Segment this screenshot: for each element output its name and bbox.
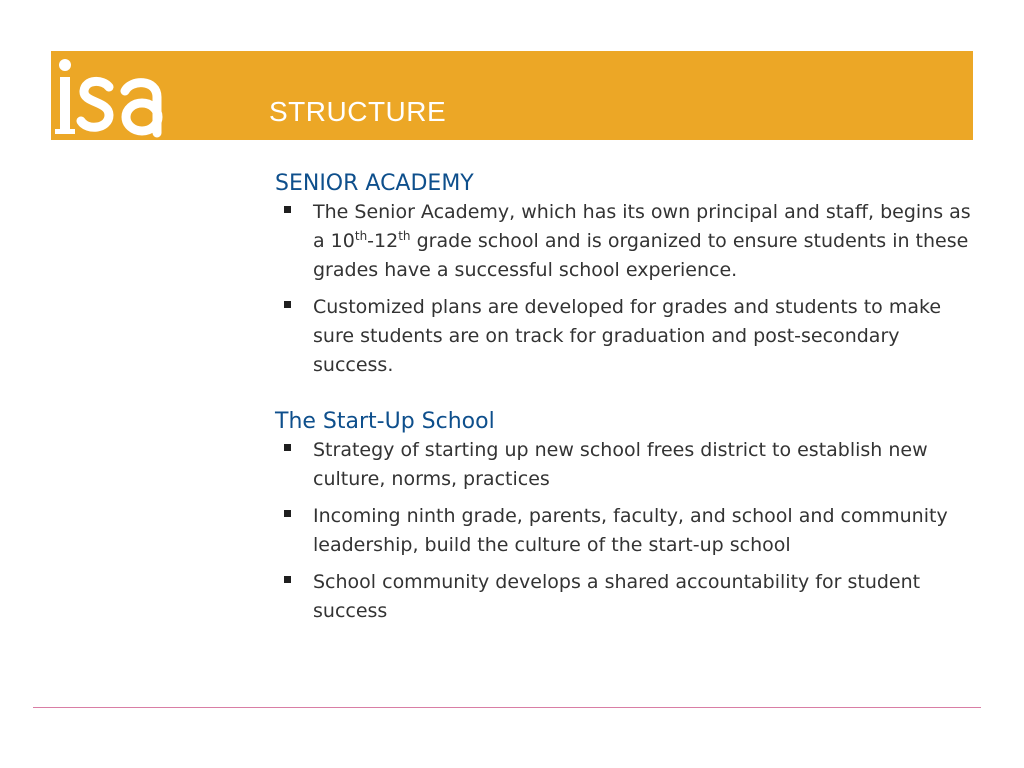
bullet-text-part: grade school and is organized to ensure students in these grades have a successful school experience. xyxy=(313,230,969,281)
list-item xyxy=(275,568,975,626)
bullet-text: School community develops a shared accountability for student success xyxy=(313,571,921,622)
senior-academy-list xyxy=(275,198,975,380)
section-heading-senior-academy: SENIOR ACADEMY xyxy=(275,171,474,196)
square-bullet-icon xyxy=(284,301,291,308)
list-item xyxy=(275,436,975,494)
square-bullet-icon xyxy=(284,510,291,517)
square-bullet-icon xyxy=(284,444,291,451)
square-bullet-icon xyxy=(284,206,291,213)
slide-title: STRUCTURE xyxy=(269,96,447,127)
list-item xyxy=(275,502,975,560)
square-bullet-icon xyxy=(284,576,291,583)
bullet-text: Strategy of starting up new school frees district to establish new culture, norms, practices xyxy=(313,439,928,490)
bullet-text: Incoming ninth grade, parents, faculty, and school and community leadership, build the culture of the start-up school xyxy=(313,505,948,556)
slide-content xyxy=(275,170,975,626)
section-heading-start-up-school: The Start-Up School xyxy=(275,409,495,434)
list-item xyxy=(275,293,975,380)
footer-divider xyxy=(33,707,981,708)
bullet-text-part: -12 xyxy=(367,230,399,252)
start-up-school-list xyxy=(275,436,975,626)
superscript-th: th xyxy=(398,229,411,243)
bullet-text-part: The Senior Academy, which has its own principal and staff, begins as a 10 xyxy=(313,201,971,252)
superscript-th: th xyxy=(354,229,368,243)
isa-logo xyxy=(51,51,181,140)
header-band xyxy=(51,51,973,140)
bullet-text: Customized plans are developed for grades and students to make sure students are on track for graduation and post-secondary success. xyxy=(313,296,942,376)
list-item xyxy=(275,198,975,285)
